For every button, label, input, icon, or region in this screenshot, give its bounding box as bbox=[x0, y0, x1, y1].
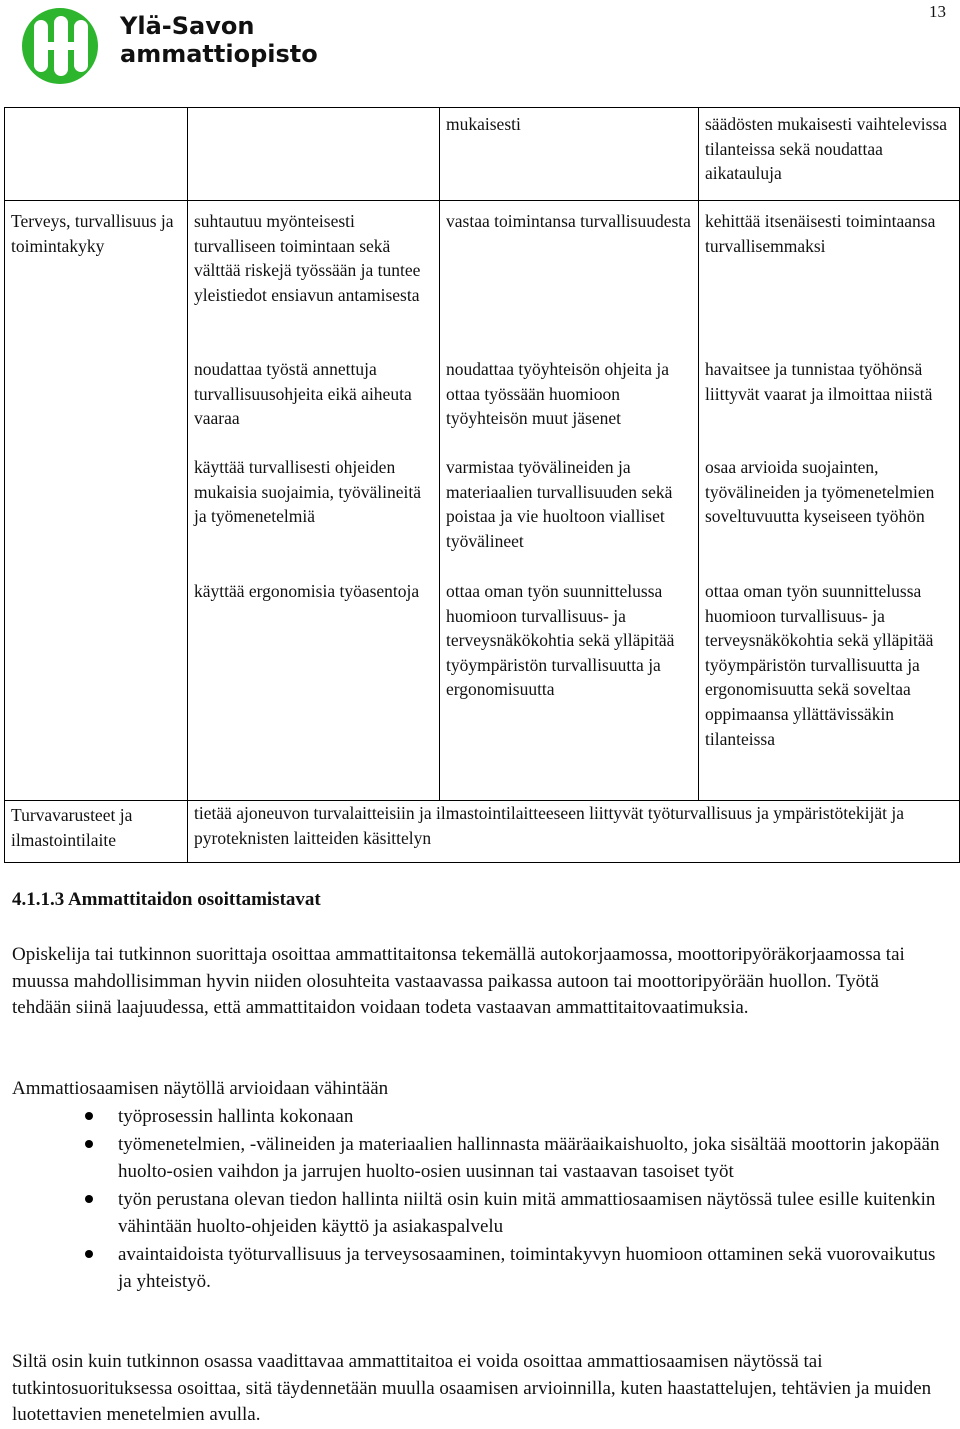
bullet-icon bbox=[85, 1195, 93, 1203]
criterion-text: vastaa toimintansa turvallisuudesta bbox=[446, 211, 691, 231]
list-item-text: avaintaidoista työturvallisuus ja terveysosaaminen, toimintakyvyn huomioon ottaminen sekä vuorovaikutus ja yhteistyö. bbox=[118, 1244, 936, 1292]
list-item bbox=[12, 1186, 947, 1240]
criterion-text: käyttää ergonomisia työasentoja bbox=[194, 581, 420, 601]
logo-mark-icon bbox=[20, 6, 112, 86]
criterion-text: ottaa oman työn suunnittelussa huomioon turvallisuus- ja terveysnäkökohtia sekä ylläpitää työympäristön turvallisuutta ja ergonomisuutta bbox=[446, 581, 675, 700]
logo-line2: ammattiopisto bbox=[120, 40, 318, 68]
criterion-text: käyttää turvallisesti ohjeiden mukaisia suojaimia, työvälineitä ja työmenetelmiä bbox=[194, 457, 421, 527]
bullet-list bbox=[12, 1103, 947, 1296]
row-category: Turvavarusteet ja ilmastointilaite bbox=[11, 805, 133, 850]
table-cell bbox=[699, 108, 960, 201]
table-cell bbox=[188, 201, 440, 801]
list-item bbox=[12, 1241, 947, 1295]
table-cell bbox=[440, 201, 699, 801]
bullet-icon bbox=[85, 1140, 93, 1148]
list-item bbox=[12, 1131, 947, 1185]
criterion-text: havaitsee ja tunnistaa työhönsä liittyvät vaarat ja ilmoittaa niistä bbox=[705, 359, 933, 404]
list-item-text: työn perustana olevan tiedon hallinta niiltä osin kuin mitä ammattiosaamisen näytössä tulee esille kuitenkin vähintään huolto-ohjeiden käyttö ja asiakaspalvelu bbox=[118, 1189, 936, 1237]
table-cell bbox=[699, 201, 960, 801]
table-cell bbox=[5, 201, 188, 801]
table-cell bbox=[188, 801, 960, 863]
criterion-text: varmistaa työvälineiden ja materiaalien turvallisuuden sekä poistaa ja vie huoltoon vialliset työvälineet bbox=[446, 457, 673, 551]
bullet-icon bbox=[85, 1112, 93, 1120]
table-cell bbox=[188, 108, 440, 201]
table-cell bbox=[5, 108, 188, 201]
criterion-text: noudattaa työyhteisön ohjeita ja ottaa työssään huomioon työyhteisön muut jäsenet bbox=[446, 359, 670, 429]
table-cell bbox=[440, 108, 699, 201]
criterion-text: osaa arvioida suojainten, työvälineiden ja työmenetelmien soveltuvuutta kyseiseen työhön bbox=[705, 457, 935, 527]
cell-text: säädösten mukaisesti vaihtelevissa tilanteissa sekä noudattaa aikatauluja bbox=[705, 114, 948, 184]
criterion-text: noudattaa työstä annettuja turvallisuusohjeita eikä aiheuta vaaraa bbox=[194, 359, 412, 429]
bullet-icon bbox=[85, 1250, 93, 1258]
table-cell bbox=[5, 801, 188, 863]
list-item bbox=[12, 1103, 947, 1130]
paragraph: Ammattiosaamisen näytöllä arvioidaan vähintään bbox=[12, 1078, 389, 1099]
cell-text: tietää ajoneuvon turvalaitteisiin ja ilmastointilaitteeseen liittyvät työturvallisuus ja ympäristötekijät ja pyroteknisten laitteiden käsittelyn bbox=[194, 803, 905, 848]
page-number: 13 bbox=[929, 2, 946, 21]
table-row bbox=[5, 201, 960, 801]
logo-line1: Ylä-Savon bbox=[120, 12, 255, 40]
cell-text: mukaisesti bbox=[446, 114, 521, 134]
list-item-text: työmenetelmien, -välineiden ja materiaalien hallinnasta määräaikaishuolto, joka sisältää moottorin jakopään huolto-osien vaihdon ja jarrujen huolto-osien uusinnan tai vastaavan tasoiset työt bbox=[118, 1134, 940, 1182]
paragraph: Opiskelija tai tutkinnon suorittaja osoittaa ammattitaitonsa tekemällä autokorjaamossa, moottoripyöräkorjaamossa tai muussa mahdollisimman hyvin niiden olosuhteita vastaavassa paikassa autoon tai moottoripyörään huollon. Työtä tehdään siinä laajuudessa, että ammattitaidon voidaan todeta vastaavan ammattitaitovaatimuksia. bbox=[12, 944, 905, 1018]
criteria-table bbox=[4, 107, 960, 863]
table-row bbox=[5, 801, 960, 863]
list-item-text: työprosessin hallinta kokonaan bbox=[118, 1106, 354, 1127]
table-row bbox=[5, 108, 960, 201]
school-logo bbox=[20, 4, 330, 88]
criterion-text: kehittää itsenäisesti toimintaansa turvallisemmaksi bbox=[705, 211, 936, 256]
section-heading: 4.1.1.3 Ammattitaidon osoittamistavat bbox=[12, 889, 321, 910]
row-category: Terveys, turvallisuus ja toimintakyky bbox=[11, 211, 174, 256]
criterion-text: ottaa oman työn suunnittelussa huomioon turvallisuus- ja terveysnäkökohtia sekä ylläpitää työympäristön turvallisuutta ja ergonomisuutta sekä soveltaa oppimaansa yllättävissäkin tilanteissa bbox=[705, 581, 934, 749]
paragraph: Siltä osin kuin tutkinnon osassa vaadittavaa ammattitaitoa ei voida osoittaa ammattiosaamisen näytössä tai tutkintosuorituksessa osoittaa, sitä täydennetään muulla osaamisen arvioinnilla, kuten haastattelujen, tehtävien ja muiden luotettavien menetelmien avulla. bbox=[12, 1351, 932, 1425]
criterion-text: suhtautuu myönteisesti turvalliseen toimintaan sekä välttää riskejä työssään ja tuntee yleistiedot ensiavun antamisesta bbox=[194, 211, 421, 305]
